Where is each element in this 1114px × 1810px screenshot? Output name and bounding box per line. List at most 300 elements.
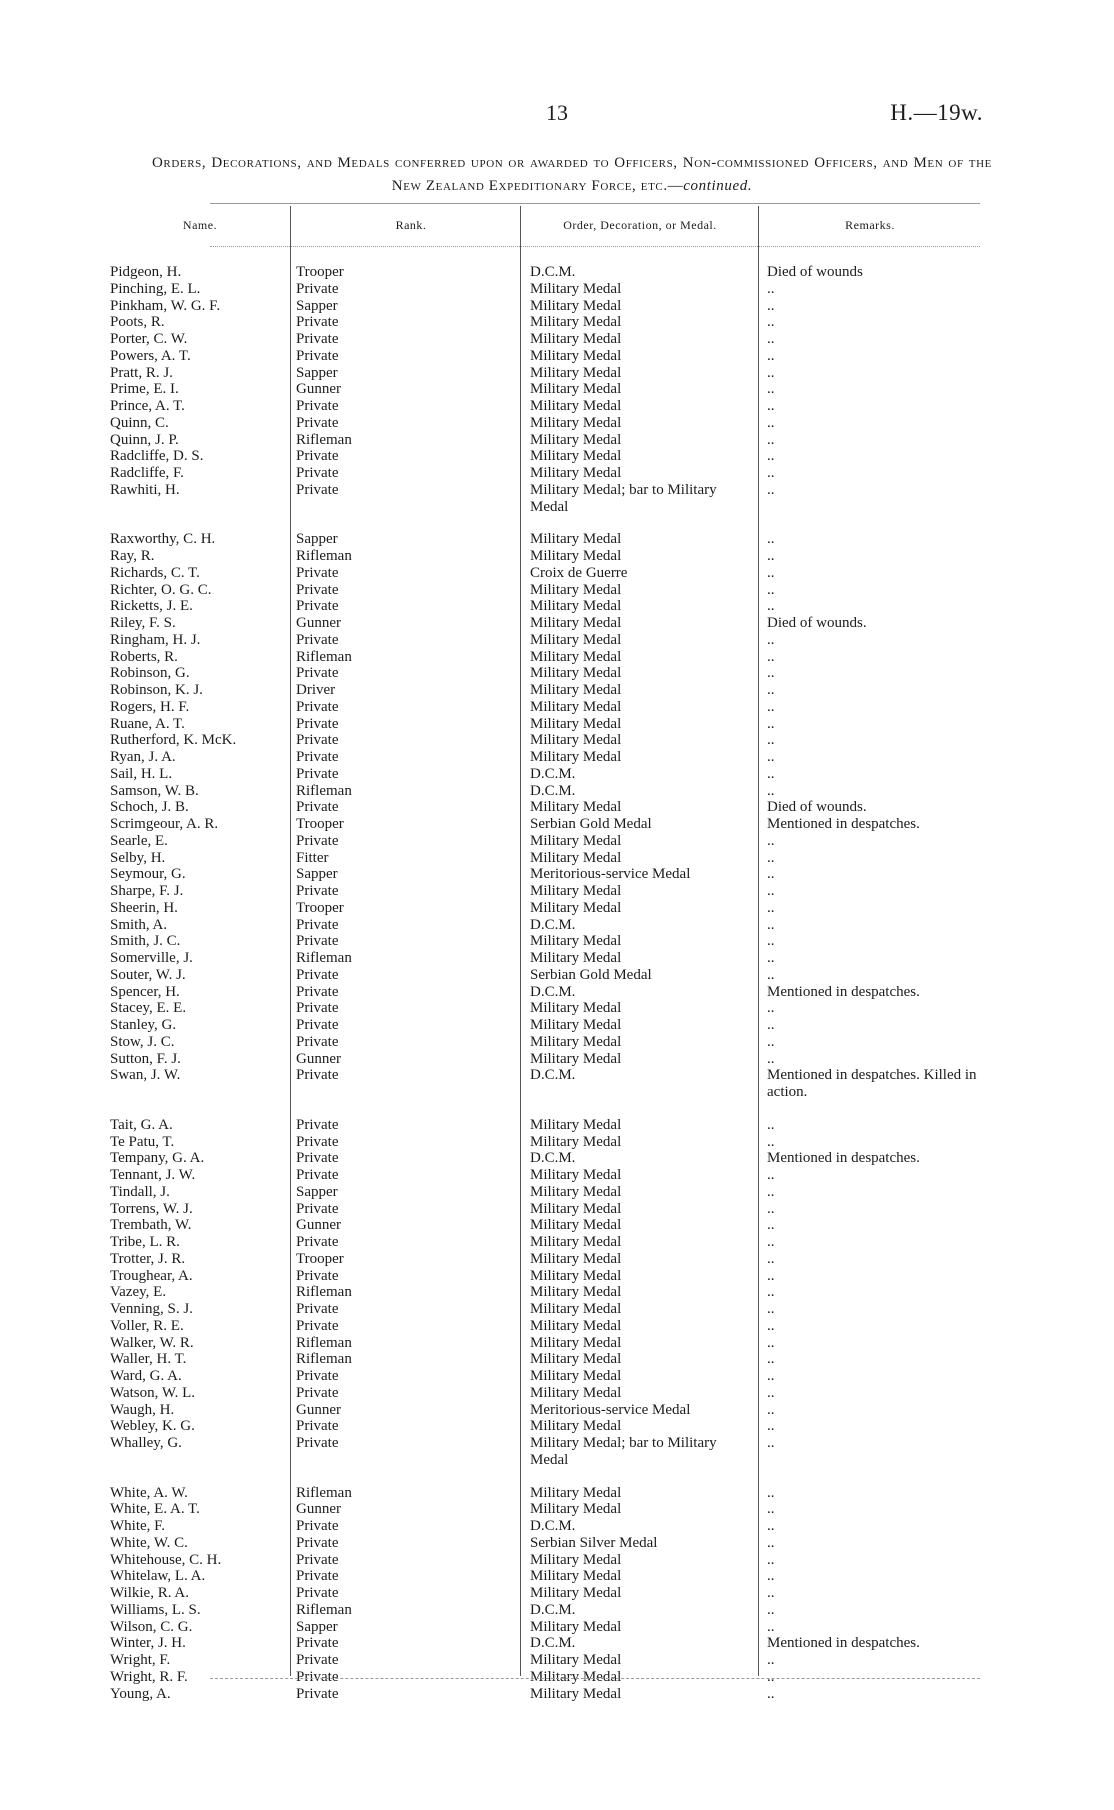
name-cell: Seymour, G. xyxy=(110,866,186,883)
order-cell: Military Medal xyxy=(530,280,622,297)
rank-cell: Private xyxy=(296,665,339,682)
remarks-cell: .. xyxy=(767,414,775,431)
name-cell: Radcliffe, D. S. xyxy=(110,448,204,465)
name-cell: Trembath, W. xyxy=(110,1217,192,1234)
remarks-cell: .. xyxy=(767,314,775,331)
remarks-cell: .. xyxy=(767,1317,775,1334)
remarks-cell: .. xyxy=(767,297,775,314)
rank-cell: Private xyxy=(296,598,339,615)
remarks-cell: .. xyxy=(767,1652,775,1668)
column-header-rank: Rank. xyxy=(395,218,427,232)
remarks-cell: .. xyxy=(767,1334,775,1351)
remarks-cell: .. xyxy=(767,1618,775,1635)
rank-cell: Private xyxy=(296,765,339,782)
order-cell: Military Medal xyxy=(530,1551,622,1568)
order-cell: Military Medal xyxy=(530,1050,622,1067)
name-cell: Poots, R. xyxy=(110,314,165,331)
order-cell: Military Medal xyxy=(530,331,622,347)
rank-cell: Private xyxy=(296,1551,339,1568)
remarks-cell: .. xyxy=(767,1116,775,1133)
order-cell: Military Medal xyxy=(530,682,622,698)
rank-cell: Private xyxy=(296,1067,339,1084)
remarks-cell: .. xyxy=(767,465,775,481)
remarks-cell: .. xyxy=(767,1401,775,1418)
order-cell: Military Medal xyxy=(530,581,622,598)
rank-cell: Private xyxy=(296,398,339,414)
order-cell: Military Medal xyxy=(530,899,622,916)
rank-cell: Private xyxy=(296,314,339,331)
name-cell: Tribe, L. R. xyxy=(110,1234,180,1250)
remarks-cell: .. xyxy=(767,598,775,615)
name-cell: Williams, L. S. xyxy=(110,1601,201,1618)
remarks-cell: .. xyxy=(767,398,775,414)
order-cell: D.C.M. xyxy=(530,1067,576,1084)
name-cell: Swan, J. W. xyxy=(110,1067,181,1084)
name-cell: Tempany, G. A. xyxy=(110,1150,205,1167)
rank-cell: Private xyxy=(296,331,339,347)
remarks-cell: .. xyxy=(767,1050,775,1067)
rank-cell: Private xyxy=(296,581,339,598)
name-cell: Watson, W. L. xyxy=(110,1384,196,1401)
name-cell: Somerville, J. xyxy=(110,950,193,966)
remarks-cell: .. xyxy=(767,1017,775,1033)
remarks-cell: .. xyxy=(767,1368,775,1384)
name-cell: Trotter, J. R. xyxy=(110,1250,186,1267)
rank-cell: Rifleman xyxy=(296,431,352,448)
rank-cell: Private xyxy=(296,1534,339,1551)
rank-cell: Private xyxy=(296,732,339,749)
remarks-cell: .. xyxy=(767,548,775,564)
name-cell: Young, A. xyxy=(110,1685,171,1702)
remarks-cell: .. xyxy=(767,364,775,381)
name-cell: Troughear, A. xyxy=(110,1267,193,1284)
rank-cell: Gunner xyxy=(296,1501,341,1518)
remarks-cell: .. xyxy=(767,648,775,665)
rank-cell: Private xyxy=(296,1167,339,1183)
rank-cell: Gunner xyxy=(296,1217,341,1234)
rank-cell: Rifleman xyxy=(296,548,352,564)
order-cell: Military Medal xyxy=(530,732,622,749)
order-cell: Military Medal xyxy=(530,1033,622,1050)
name-cell: Richards, C. T. xyxy=(110,564,200,581)
remarks-cell: .. xyxy=(767,448,775,465)
remarks-cell: Mentioned in despatches. xyxy=(767,1635,920,1652)
remarks-cell: .. xyxy=(767,832,775,849)
remarks-cell: .. xyxy=(767,531,775,548)
rank-cell: Sapper xyxy=(296,866,338,883)
remarks-cell: .. xyxy=(767,1301,775,1317)
order-cell: Military Medal xyxy=(530,615,622,631)
name-cell: Rawhiti, H. xyxy=(110,481,180,498)
name-cell: Stacey, E. E. xyxy=(110,1000,187,1017)
name-cell: Sharpe, F. J. xyxy=(110,883,184,899)
remarks-cell: .. xyxy=(767,966,775,983)
remarks-cell: .. xyxy=(767,381,775,398)
name-cell: Waugh, H. xyxy=(110,1401,175,1418)
name-cell: Riley, F. S. xyxy=(110,615,176,631)
remarks-cell: .. xyxy=(767,1435,775,1451)
order-cell: Military Medal xyxy=(530,883,622,899)
name-cell: Porter, C. W. xyxy=(110,331,188,347)
name-cell: Vazey, E. xyxy=(110,1284,167,1301)
name-cell: Roberts, R. xyxy=(110,648,178,665)
rank-cell: Driver xyxy=(296,682,336,698)
rank-cell: Private xyxy=(296,832,339,849)
remarks-cell: .. xyxy=(767,765,775,782)
remarks-cell: .. xyxy=(767,1384,775,1401)
document-reference: H.—19w. xyxy=(890,100,983,125)
remarks-cell: .. xyxy=(767,698,775,715)
name-cell: Whalley, G. xyxy=(110,1435,182,1451)
name-cell: Selby, H. xyxy=(110,849,166,866)
order-cell: Serbian Gold Medal xyxy=(530,816,652,832)
remarks-cell: .. xyxy=(767,431,775,448)
order-cell: Military Medal xyxy=(530,448,622,465)
order-cell: D.C.M. xyxy=(530,1150,576,1167)
rank-cell: Rifleman xyxy=(296,1334,352,1351)
remarks-cell: .. xyxy=(767,715,775,732)
table-heading xyxy=(152,152,992,198)
order-cell: Military Medal xyxy=(530,1652,622,1668)
rank-cell: Private xyxy=(296,698,339,715)
remarks-cell: .. xyxy=(767,280,775,297)
rank-cell: Sapper xyxy=(296,364,338,381)
remarks-cell: .. xyxy=(767,1418,775,1435)
rank-cell: Private xyxy=(296,1033,339,1050)
remarks-cell: Died of wounds xyxy=(767,264,863,280)
remarks-cell: .. xyxy=(767,1585,775,1601)
order-cell: Military Medal xyxy=(530,832,622,849)
order-cell: D.C.M. xyxy=(530,765,576,782)
name-cell: Ricketts, J. E. xyxy=(110,598,193,615)
name-cell: Sail, H. L. xyxy=(110,765,173,782)
rank-cell: Private xyxy=(296,564,339,581)
remarks-cell: .. xyxy=(767,1183,775,1200)
name-cell: Te Patu, T. xyxy=(110,1133,175,1150)
name-cell: Rogers, H. F. xyxy=(110,698,190,715)
name-cell: Rutherford, K. McK. xyxy=(110,732,237,749)
order-cell: Military Medal xyxy=(530,1317,622,1334)
order-cell: Military Medal xyxy=(530,799,622,816)
remarks-cell: .. xyxy=(767,1685,775,1702)
name-cell: Quinn, C. xyxy=(110,414,169,431)
name-cell: Souter, W. J. xyxy=(110,966,186,983)
rank-cell: Trooper xyxy=(296,816,344,832)
order-cell: Military Medal xyxy=(530,1000,622,1017)
rank-cell: Private xyxy=(296,966,339,983)
name-cell: Schoch, J. B. xyxy=(110,799,189,816)
rank-cell: Private xyxy=(296,448,339,465)
name-cell: Robinson, K. J. xyxy=(110,682,203,698)
name-cell: Prince, A. T. xyxy=(110,398,185,414)
order-cell: Military Medal xyxy=(530,1685,622,1702)
remarks-cell: .. xyxy=(767,732,775,749)
rank-cell: Fitter xyxy=(296,849,329,866)
remarks-cell: .. xyxy=(767,1501,775,1518)
order-cell: Military Medal xyxy=(530,1234,622,1250)
order-cell: Military Medal xyxy=(530,1267,622,1284)
name-cell: Smith, J. C. xyxy=(110,933,181,950)
rank-cell: Private xyxy=(296,1685,339,1702)
remarks-cell: .. xyxy=(767,1484,775,1501)
rank-cell: Private xyxy=(296,1017,339,1033)
rank-cell: Private xyxy=(296,1200,339,1217)
remarks-cell: .. xyxy=(767,1568,775,1585)
remarks-cell: .. xyxy=(767,933,775,950)
order-cell: Serbian Silver Medal xyxy=(530,1534,658,1551)
rank-cell: Private xyxy=(296,1585,339,1601)
order-cell: Military Medal xyxy=(530,1351,622,1368)
rank-cell: Gunner xyxy=(296,1050,341,1067)
rank-cell: Private xyxy=(296,1267,339,1284)
name-cell: Wilson, C. G. xyxy=(110,1618,193,1635)
remarks-cell: .. xyxy=(767,1668,775,1685)
rank-cell: Gunner xyxy=(296,1401,341,1418)
remarks-cell: .. xyxy=(767,564,775,581)
rank-cell: Private xyxy=(296,280,339,297)
remarks-cell: .. xyxy=(767,1200,775,1217)
rank-cell: Private xyxy=(296,799,339,816)
order-cell: D.C.M. xyxy=(530,1635,576,1652)
rank-cell: Rifleman xyxy=(296,1284,352,1301)
page-number: 13 xyxy=(546,100,568,125)
rank-cell: Private xyxy=(296,414,339,431)
remarks-cell: .. xyxy=(767,331,775,347)
rank-cell: Trooper xyxy=(296,899,344,916)
order-cell: Military Medal xyxy=(530,1200,622,1217)
remarks-cell: .. xyxy=(767,581,775,598)
order-cell: Military Medal xyxy=(530,1301,622,1317)
name-cell: Wright, R. F. xyxy=(110,1668,188,1685)
column-header-name: Name. xyxy=(182,218,218,232)
rank-cell: Private xyxy=(296,347,339,364)
column-divider xyxy=(758,206,759,1676)
remarks-cell: .. xyxy=(767,1601,775,1618)
rank-cell: Private xyxy=(296,1435,339,1451)
rank-cell: Sapper xyxy=(296,1618,338,1635)
name-cell: Winter, J. H. xyxy=(110,1635,186,1652)
name-cell: Ruane, A. T. xyxy=(110,715,185,732)
rank-cell: Gunner xyxy=(296,615,341,631)
remarks-cell: .. xyxy=(767,883,775,899)
order-cell: Military Medal xyxy=(530,749,622,765)
name-cell: Robinson, G. xyxy=(110,665,190,682)
name-cell: Voller, R. E. xyxy=(110,1317,184,1334)
name-cell: Waller, H. T. xyxy=(110,1351,187,1368)
name-cell: Smith, A. xyxy=(110,916,168,933)
name-cell: Ward, G. A. xyxy=(110,1368,182,1384)
order-cell: Military Medal xyxy=(530,1418,622,1435)
heading-text: Orders, Decorations, and Medals conferred upon or awarded to Officers, Non-commissioned Officers, and Men of the New Zealand Expeditionary Force, etc.— xyxy=(152,155,992,194)
name-cell: Radcliffe, F. xyxy=(110,465,184,481)
rank-cell: Rifleman xyxy=(296,1484,352,1501)
rank-cell: Rifleman xyxy=(296,648,352,665)
rank-cell: Private xyxy=(296,1234,339,1250)
order-cell: Military Medal xyxy=(530,1334,622,1351)
remarks-cell: .. xyxy=(767,849,775,866)
rank-cell: Private xyxy=(296,481,339,498)
order-cell: Military Medal xyxy=(530,531,622,548)
column-header-remarks: Remarks. xyxy=(845,218,895,232)
remarks-cell: .. xyxy=(767,1234,775,1250)
name-cell: Wilkie, R. A. xyxy=(110,1585,189,1601)
order-cell: Meritorious-service Medal xyxy=(530,866,691,883)
order-cell: Military Medal xyxy=(530,849,622,866)
name-cell: Pinching, E. L. xyxy=(110,280,201,297)
remarks-cell: .. xyxy=(767,631,775,648)
order-cell: Military Medal xyxy=(530,631,622,648)
remarks-cell: Died of wounds. xyxy=(767,799,867,816)
rank-cell: Private xyxy=(296,1418,339,1435)
rank-cell: Gunner xyxy=(296,381,341,398)
order-cell: Meritorious-service Medal xyxy=(530,1401,691,1418)
order-cell: Military Medal xyxy=(530,414,622,431)
order-cell: Military Medal xyxy=(530,1568,622,1585)
name-cell: White, A. W. xyxy=(110,1484,188,1501)
order-cell: Military Medal xyxy=(530,381,622,398)
order-cell: D.C.M. xyxy=(530,1601,576,1618)
rank-cell: Private xyxy=(296,916,339,933)
name-cell: Sheerin, H. xyxy=(110,899,178,916)
rank-cell: Sapper xyxy=(296,531,338,548)
name-cell: White, F. xyxy=(110,1518,166,1534)
rank-cell: Private xyxy=(296,1133,339,1150)
remarks-cell: .. xyxy=(767,1534,775,1551)
rank-cell: Private xyxy=(296,715,339,732)
name-cell: White, W. C. xyxy=(110,1534,188,1551)
order-cell: Military Medal xyxy=(530,1250,622,1267)
order-cell: Military Medal xyxy=(530,1217,622,1234)
order-cell: Military Medal xyxy=(530,1384,622,1401)
remarks-cell: .. xyxy=(767,347,775,364)
remarks-cell: .. xyxy=(767,1267,775,1284)
order-cell: Military Medal; bar to Military Medal xyxy=(530,1435,717,1468)
name-cell: Stow, J. C. xyxy=(110,1033,175,1050)
order-cell: Military Medal xyxy=(530,465,622,481)
name-cell: Powers, A. T. xyxy=(110,347,191,364)
rank-cell: Rifleman xyxy=(296,1351,352,1368)
order-cell: Military Medal xyxy=(530,598,622,615)
remarks-cell: .. xyxy=(767,1133,775,1150)
rank-cell: Private xyxy=(296,1116,339,1133)
order-cell: Military Medal xyxy=(530,648,622,665)
rank-cell: Trooper xyxy=(296,264,344,280)
remarks-cell: .. xyxy=(767,916,775,933)
rank-cell: Rifleman xyxy=(296,950,352,966)
name-cell: Quinn, J. P. xyxy=(110,431,179,448)
name-cell: Scrimgeour, A. R. xyxy=(110,816,219,832)
remarks-cell: .. xyxy=(767,950,775,966)
order-cell: Military Medal xyxy=(530,1484,622,1501)
name-cell: Spencer, H. xyxy=(110,983,180,1000)
remarks-cell: .. xyxy=(767,899,775,916)
name-cell: Richter, O. G. C. xyxy=(110,581,212,598)
remarks-cell: .. xyxy=(767,1167,775,1183)
rank-cell: Private xyxy=(296,1568,339,1585)
name-cell: Tait, G. A. xyxy=(110,1116,173,1133)
order-cell: Military Medal xyxy=(530,314,622,331)
rank-cell: Private xyxy=(296,465,339,481)
rank-cell: Private xyxy=(296,631,339,648)
name-cell: Tindall, J. xyxy=(110,1183,170,1200)
order-cell: Military Medal; bar to Military Medal xyxy=(530,481,717,515)
rank-cell: Private xyxy=(296,1000,339,1017)
remarks-cell: .. xyxy=(767,665,775,682)
header-rule xyxy=(210,246,980,247)
column-divider xyxy=(290,206,291,1676)
name-cell: Prime, E. I. xyxy=(110,381,179,398)
order-cell: Military Medal xyxy=(530,1668,622,1685)
remarks-cell: .. xyxy=(767,682,775,698)
order-cell: Croix de Guerre xyxy=(530,564,628,581)
name-cell: Ringham, H. J. xyxy=(110,631,201,648)
order-cell: Military Medal xyxy=(530,1017,622,1033)
order-cell: Military Medal xyxy=(530,1501,622,1518)
name-cell: Samson, W. B. xyxy=(110,782,199,799)
order-cell: Military Medal xyxy=(530,347,622,364)
order-cell: Military Medal xyxy=(530,1133,622,1150)
name-cell: Tennant, J. W. xyxy=(110,1167,196,1183)
remarks-cell: Mentioned in despatches. xyxy=(767,816,920,832)
order-cell: Military Medal xyxy=(530,698,622,715)
remarks-cell: Died of wounds. xyxy=(767,615,867,631)
remarks-cell: Mentioned in despatches. xyxy=(767,1150,920,1167)
order-cell: Military Medal xyxy=(530,1585,622,1601)
order-cell: Military Medal xyxy=(530,933,622,950)
rank-cell: Trooper xyxy=(296,1250,344,1267)
column-divider xyxy=(520,206,521,1676)
name-cell: Walker, W. R. xyxy=(110,1334,194,1351)
remarks-cell: .. xyxy=(767,1000,775,1017)
remarks-cell: .. xyxy=(767,1250,775,1267)
name-cell: White, E. A. T. xyxy=(110,1501,200,1518)
remarks-cell: .. xyxy=(767,1551,775,1568)
remarks-cell: .. xyxy=(767,749,775,765)
heading-suffix: continued. xyxy=(683,178,753,194)
rank-cell: Private xyxy=(296,1301,339,1317)
order-cell: Military Medal xyxy=(530,364,622,381)
name-cell: Ryan, J. A. xyxy=(110,749,176,765)
rank-cell: Sapper xyxy=(296,1183,338,1200)
name-cell: Searle, E. xyxy=(110,832,168,849)
order-cell: Military Medal xyxy=(530,1183,622,1200)
remarks-cell: .. xyxy=(767,481,775,498)
rank-cell: Private xyxy=(296,749,339,765)
order-cell: Military Medal xyxy=(530,950,622,966)
rank-cell: Private xyxy=(296,1317,339,1334)
name-cell: Pinkham, W. G. F. xyxy=(110,297,221,314)
order-cell: Military Medal xyxy=(530,665,622,682)
name-cell: Ray, R. xyxy=(110,548,155,564)
rank-cell: Private xyxy=(296,983,339,1000)
remarks-cell: .. xyxy=(767,1284,775,1301)
rank-cell: Private xyxy=(296,1635,339,1652)
rank-cell: Private xyxy=(296,883,339,899)
column-header-order: Order, Decoration, or Medal. xyxy=(563,218,717,232)
order-cell: Military Medal xyxy=(530,715,622,732)
rank-cell: Private xyxy=(296,1652,339,1668)
name-cell: Whitehouse, C. H. xyxy=(110,1551,222,1568)
rank-cell: Rifleman xyxy=(296,1601,352,1618)
order-cell: Military Medal xyxy=(530,1368,622,1384)
remarks-cell: Mentioned in despatches. xyxy=(767,983,920,1000)
name-cell: Raxworthy, C. H. xyxy=(110,531,216,548)
order-cell: D.C.M. xyxy=(530,1518,576,1534)
name-cell: Pidgeon, H. xyxy=(110,264,182,280)
order-cell: D.C.M. xyxy=(530,782,576,799)
rank-cell: Private xyxy=(296,1368,339,1384)
order-cell: Military Medal xyxy=(530,1284,622,1301)
